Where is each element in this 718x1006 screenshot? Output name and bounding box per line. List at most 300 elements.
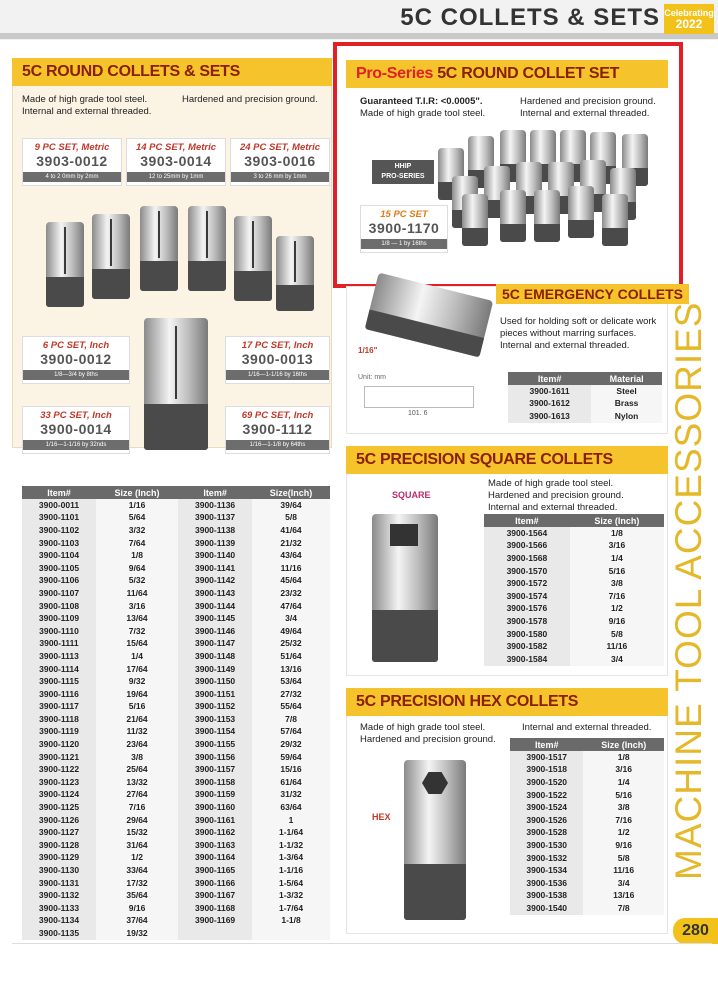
bullet-item: Guaranteed T.I.R: <0.0005". xyxy=(360,96,483,107)
table-header-row xyxy=(508,372,662,385)
table-cell: 1-1/8 xyxy=(252,915,330,928)
table-cell: 39/64 xyxy=(252,499,330,512)
table-row xyxy=(510,852,664,865)
column-header: Item# xyxy=(510,738,583,751)
table-cell: 53/64 xyxy=(252,675,330,688)
collet-image xyxy=(234,216,272,301)
table-row xyxy=(22,877,330,890)
table-cell: 3900-1104 xyxy=(22,549,96,562)
square-table xyxy=(484,514,664,666)
table-row xyxy=(510,902,664,915)
table-cell: 15/64 xyxy=(96,638,178,651)
set-title: 6 PC SET, Inch xyxy=(42,340,110,351)
bullet-item: Hardened and precision ground. xyxy=(360,734,496,745)
table-cell: 3900-1167 xyxy=(178,889,252,902)
table-cell: 3900-1163 xyxy=(178,839,252,852)
dimension-label: 101. 6 xyxy=(408,410,428,417)
set-item-number: 3900-0014 xyxy=(40,421,112,437)
table-row xyxy=(22,688,330,701)
table-cell: 3900-1123 xyxy=(22,776,96,789)
table-cell: 21/32 xyxy=(252,537,330,550)
page-number: 280 xyxy=(673,918,718,944)
table-cell: 57/64 xyxy=(252,726,330,739)
table-cell: 3900-1530 xyxy=(510,839,583,852)
table-cell: 9/16 xyxy=(96,902,178,915)
table-cell: 51/64 xyxy=(252,650,330,663)
table-cell: 3900-1570 xyxy=(484,565,570,578)
table-cell: 3900-1150 xyxy=(178,675,252,688)
bullet-item: Made of high grade tool steel. xyxy=(488,478,614,489)
table-cell: 63/64 xyxy=(252,801,330,814)
table-header-row xyxy=(484,514,664,527)
column-header: Item# xyxy=(22,486,96,499)
table-cell: 1-1/64 xyxy=(252,826,330,839)
table-cell: 37/64 xyxy=(96,915,178,928)
table-cell: 3900-1135 xyxy=(22,927,96,940)
celebrating-badge xyxy=(664,4,714,34)
set-title: 69 PC SET, Inch xyxy=(241,410,314,421)
large-collet-image xyxy=(144,318,208,450)
table-cell: 3900-1125 xyxy=(22,801,96,814)
table-cell: 5/32 xyxy=(96,575,178,588)
table-cell: 31/64 xyxy=(96,839,178,852)
table-cell: 1 xyxy=(252,814,330,827)
size-label: 1/16" xyxy=(358,346,378,355)
table-cell: 7/8 xyxy=(583,902,664,915)
table-row xyxy=(22,562,330,575)
table-row xyxy=(510,890,664,903)
table-cell: 3900-1572 xyxy=(484,577,570,590)
table-cell: 3900-1166 xyxy=(178,877,252,890)
table-row xyxy=(22,587,330,600)
table-row xyxy=(22,612,330,625)
set-item-number: 3900-1170 xyxy=(368,220,440,236)
table-row xyxy=(22,801,330,814)
square-bullets xyxy=(488,478,624,514)
table-cell: 3900-1578 xyxy=(484,615,570,628)
table-row xyxy=(22,675,330,688)
table-cell: 3900-1106 xyxy=(22,575,96,588)
table-cell: 3900-1154 xyxy=(178,726,252,739)
set-box-6pc xyxy=(22,336,130,384)
table-cell: 5/8 xyxy=(570,628,664,641)
table-cell: 3900-1146 xyxy=(178,625,252,638)
emergency-collets-title: 5C EMERGENCY COLLETS xyxy=(496,284,689,304)
table-cell: 3/4 xyxy=(252,612,330,625)
table-cell: 7/16 xyxy=(570,590,664,603)
bullet-item: Made of high grade tool steel. xyxy=(360,108,486,119)
table-row xyxy=(22,814,330,827)
table-cell: 35/64 xyxy=(96,889,178,902)
set-range: 1/8 — 1 by 16ths xyxy=(361,239,447,249)
table-row xyxy=(510,877,664,890)
table-cell: 3900-1149 xyxy=(178,663,252,676)
square-collets-title: 5C PRECISION SQUARE COLLETS xyxy=(346,446,668,474)
table-row xyxy=(22,726,330,739)
table-cell: 3900-1613 xyxy=(508,410,591,423)
table-cell: 3900-1134 xyxy=(22,915,96,928)
table-cell: 3900-1518 xyxy=(510,764,583,777)
table-row xyxy=(22,738,330,751)
hex-table xyxy=(510,738,664,915)
table-cell: 13/64 xyxy=(96,612,178,625)
square-bore xyxy=(390,524,418,546)
table-cell: 59/64 xyxy=(252,751,330,764)
table-row xyxy=(22,512,330,525)
table-header-row xyxy=(22,486,330,499)
table-cell: 9/64 xyxy=(96,562,178,575)
table-cell: 15/32 xyxy=(96,826,178,839)
set-range: 4 to 2 0mm by 2mm xyxy=(23,172,121,182)
table-row xyxy=(484,565,664,578)
table-cell: 3900-1138 xyxy=(178,524,252,537)
table-cell: 3/8 xyxy=(583,801,664,814)
side-category-text: MACHINE TOOL ACCESSORIES xyxy=(668,301,709,880)
badge-year: 2022 xyxy=(675,17,703,31)
table-cell: 3900-1139 xyxy=(178,537,252,550)
table-cell: 9/16 xyxy=(583,839,664,852)
table-cell: 3900-1116 xyxy=(22,688,96,701)
table-cell: 29/64 xyxy=(96,814,178,827)
table-cell: 3900-1120 xyxy=(22,738,96,751)
table-cell: 5/16 xyxy=(96,701,178,714)
table-cell: 3/16 xyxy=(96,600,178,613)
table-cell: 1-5/64 xyxy=(252,877,330,890)
table-cell: 3/4 xyxy=(583,877,664,890)
hex-bullets-left xyxy=(360,722,496,746)
table-cell: 41/64 xyxy=(252,524,330,537)
table-row xyxy=(22,789,330,802)
table-cell: 3900-1137 xyxy=(178,512,252,525)
hex-collet-image xyxy=(404,760,466,920)
table-cell: 5/8 xyxy=(583,852,664,865)
table-cell: 3900-1142 xyxy=(178,575,252,588)
hex-bullets-right xyxy=(522,722,651,734)
unit-label: Unit: mm xyxy=(358,374,386,381)
emergency-table xyxy=(508,372,662,423)
table-cell: 3900-1152 xyxy=(178,701,252,714)
table-cell: 49/64 xyxy=(252,625,330,638)
emergency-bullets xyxy=(500,316,660,352)
header-band xyxy=(0,33,718,39)
table-cell: 1/4 xyxy=(570,552,664,565)
table-cell: 3900-1129 xyxy=(22,852,96,865)
table-cell: 3900-1145 xyxy=(178,612,252,625)
table-row xyxy=(508,398,662,411)
table-row xyxy=(510,827,664,840)
table-cell: 11/16 xyxy=(583,864,664,877)
set-item-number: 3900-0013 xyxy=(241,351,314,367)
table-row xyxy=(22,915,330,928)
set-range: 12 to 25mm by 1mm xyxy=(127,172,225,182)
table-row xyxy=(22,549,330,562)
table-row xyxy=(22,826,330,839)
table-cell: 3900-1107 xyxy=(22,587,96,600)
set-box-69pc xyxy=(225,406,330,454)
set-box-9pc xyxy=(22,138,122,186)
table-row xyxy=(22,902,330,915)
column-header: Material xyxy=(591,372,662,385)
bullet-item: Hardened and precision ground. xyxy=(182,94,318,105)
logo-brand: HHIP xyxy=(394,163,412,170)
table-row xyxy=(484,540,664,553)
table-row xyxy=(510,776,664,789)
table-cell: 3900-1156 xyxy=(178,751,252,764)
set-range: 1/16—1-1/16 by 16ths xyxy=(226,370,329,380)
table-cell: 3900-1568 xyxy=(484,552,570,565)
table-cell: 17/32 xyxy=(96,877,178,890)
table-cell: 45/64 xyxy=(252,575,330,588)
table-cell: 3900-1566 xyxy=(484,540,570,553)
table-cell: 3900-1114 xyxy=(22,663,96,676)
table-cell xyxy=(252,927,330,940)
table-row xyxy=(22,927,330,940)
table-row xyxy=(510,814,664,827)
table-cell: 3900-1155 xyxy=(178,738,252,751)
collet-image xyxy=(276,236,314,311)
table-cell: 3900-1131 xyxy=(22,877,96,890)
table-cell: 3/16 xyxy=(583,764,664,777)
round-collets-table xyxy=(22,486,330,940)
table-cell: 19/64 xyxy=(96,688,178,701)
table-cell: 25/64 xyxy=(96,763,178,776)
table-cell: 3900-1580 xyxy=(484,628,570,641)
set-item-number: 3900-1112 xyxy=(242,421,313,437)
set-title: 33 PC SET, Inch xyxy=(40,410,112,421)
collet-image xyxy=(140,206,178,291)
table-cell: 11/32 xyxy=(96,726,178,739)
table-cell: 3900-1102 xyxy=(22,524,96,537)
table-cell: 27/64 xyxy=(96,789,178,802)
table-cell: 3900-1117 xyxy=(22,701,96,714)
set-range: 3 to 26 mm by 1mm xyxy=(231,172,329,182)
table-cell: 31/32 xyxy=(252,789,330,802)
table-cell: 33/64 xyxy=(96,864,178,877)
bullet-item: Hardened and precision ground. xyxy=(520,96,656,107)
page-title: 5C COLLETS & SETS xyxy=(400,4,660,31)
table-cell: 3900-1121 xyxy=(22,751,96,764)
collet-drawing xyxy=(364,386,474,408)
collet-image xyxy=(92,214,130,299)
bullet-item: Made of high grade tool steel. xyxy=(360,722,486,733)
bullet-item: Internal and external threaded. xyxy=(488,502,618,513)
table-row xyxy=(22,650,330,663)
table-cell: 3900-1584 xyxy=(484,653,570,666)
table-cell: 3900-1144 xyxy=(178,600,252,613)
collet-image xyxy=(46,222,84,307)
column-header: Item# xyxy=(484,514,570,527)
table-cell: 3900-1612 xyxy=(508,398,591,411)
set-title: 15 PC SET xyxy=(380,209,428,220)
bullet-item: Internal and external threaded. xyxy=(520,108,650,119)
table-row xyxy=(484,527,664,540)
badge-caption: Celebrating xyxy=(664,8,714,18)
column-header: Size (Inch) xyxy=(583,738,664,751)
table-row xyxy=(22,839,330,852)
table-cell: 3900-1133 xyxy=(22,902,96,915)
table-row xyxy=(22,663,330,676)
table-row xyxy=(22,524,330,537)
table-row xyxy=(22,537,330,550)
table-row xyxy=(510,839,664,852)
table-cell: 1/4 xyxy=(96,650,178,663)
table-cell: 3900-1564 xyxy=(484,527,570,540)
set-title: 9 PC SET, Metric xyxy=(34,142,110,153)
table-cell: 1/4 xyxy=(583,776,664,789)
column-header: Item# xyxy=(508,372,591,385)
table-row xyxy=(484,590,664,603)
table-cell: 19/32 xyxy=(96,927,178,940)
table-row xyxy=(22,751,330,764)
bullet-item: Hardened and precision ground. xyxy=(488,490,624,501)
table-cell: 3900-1122 xyxy=(22,763,96,776)
table-cell: 3900-1113 xyxy=(22,650,96,663)
table-cell: 3900-1157 xyxy=(178,763,252,776)
table-cell: 5/8 xyxy=(252,512,330,525)
highlight-frame xyxy=(333,42,683,288)
logo-subtitle: PRO-SERIES xyxy=(381,173,425,180)
table-row xyxy=(22,864,330,877)
table-cell: 3900-1151 xyxy=(178,688,252,701)
table-cell: 3900-1140 xyxy=(178,549,252,562)
table-cell: 55/64 xyxy=(252,701,330,714)
table-cell: 13/32 xyxy=(96,776,178,789)
table-cell: 3/8 xyxy=(570,577,664,590)
table-cell: 13/16 xyxy=(252,663,330,676)
pro-series-title-rest: 5C ROUND COLLET SET xyxy=(433,65,620,82)
table-cell: 17/64 xyxy=(96,663,178,676)
table-cell: 5/16 xyxy=(583,789,664,802)
table-cell: 3900-1161 xyxy=(178,814,252,827)
table-cell: 3900-1132 xyxy=(22,889,96,902)
table-cell: 1/8 xyxy=(583,751,664,764)
table-cell: 3900-1148 xyxy=(178,650,252,663)
table-cell: 3/16 xyxy=(570,540,664,553)
table-cell: 3900-1110 xyxy=(22,625,96,638)
table-cell: 3900-1165 xyxy=(178,864,252,877)
table-cell: 9/32 xyxy=(96,675,178,688)
set-range: 1/8—3/4 by 8ths xyxy=(23,370,129,380)
table-cell: 3900-1136 xyxy=(178,499,252,512)
square-collet-image xyxy=(372,514,438,662)
table-cell: 1/8 xyxy=(570,527,664,540)
table-cell: 7/16 xyxy=(96,801,178,814)
column-header: Size (Inch) xyxy=(96,486,178,499)
table-cell: 3900-1118 xyxy=(22,713,96,726)
bullet-item: Internal and external threaded. xyxy=(500,340,630,351)
table-cell: 43/64 xyxy=(252,549,330,562)
table-cell: 7/32 xyxy=(96,625,178,638)
table-cell: 3900-1108 xyxy=(22,600,96,613)
table-cell: 3900-1168 xyxy=(178,902,252,915)
table-row xyxy=(484,552,664,565)
table-cell: 3900-1147 xyxy=(178,638,252,651)
table-cell: 7/64 xyxy=(96,537,178,550)
pro-series-label: Pro-Series xyxy=(356,65,434,82)
table-cell: 3900-1517 xyxy=(510,751,583,764)
table-row xyxy=(508,410,662,423)
table-cell: 3900-0011 xyxy=(22,499,96,512)
set-title: 24 PC SET, Metric xyxy=(239,142,321,153)
table-cell: 3900-1520 xyxy=(510,776,583,789)
set-box-33pc xyxy=(22,406,130,454)
column-header: Size(Inch) xyxy=(252,486,330,499)
table-row xyxy=(22,575,330,588)
table-row xyxy=(484,577,664,590)
table-row xyxy=(22,600,330,613)
table-cell: 3/8 xyxy=(96,751,178,764)
table-cell: 3900-1528 xyxy=(510,827,583,840)
table-cell: Nylon xyxy=(591,410,662,423)
table-cell: 3900-1164 xyxy=(178,852,252,865)
table-row xyxy=(510,751,664,764)
table-cell: 3900-1101 xyxy=(22,512,96,525)
table-cell: 3900-1103 xyxy=(22,537,96,550)
set-item-number: 3903-0014 xyxy=(140,153,212,169)
table-cell: 11/16 xyxy=(570,640,664,653)
set-title: 14 PC SET, Metric xyxy=(135,142,217,153)
hex-collets-title: 5C PRECISION HEX COLLETS xyxy=(346,688,668,716)
table-cell: 3900-1522 xyxy=(510,789,583,802)
table-cell: 3900-1524 xyxy=(510,801,583,814)
table-cell: 3900-1141 xyxy=(178,562,252,575)
table-row xyxy=(510,864,664,877)
table-row xyxy=(22,499,330,512)
table-cell: 3900-1115 xyxy=(22,675,96,688)
table-row xyxy=(510,764,664,777)
table-row xyxy=(484,603,664,616)
table-cell: 3900-1574 xyxy=(484,590,570,603)
table-row xyxy=(22,713,330,726)
collet-image xyxy=(188,206,226,291)
table-cell: 3900-1105 xyxy=(22,562,96,575)
square-label: SQUARE xyxy=(392,490,431,500)
table-cell: 23/32 xyxy=(252,587,330,600)
table-cell: 3900-1532 xyxy=(510,852,583,865)
set-box-17pc xyxy=(225,336,330,384)
table-cell: 1-3/32 xyxy=(252,889,330,902)
table-cell: 3900-1124 xyxy=(22,789,96,802)
table-cell: 7/8 xyxy=(252,713,330,726)
table-row xyxy=(22,638,330,651)
table-cell: 1/8 xyxy=(96,549,178,562)
table-cell: 1/2 xyxy=(570,603,664,616)
set-range: 1/16—1-1/16 by 32nds xyxy=(23,440,129,450)
table-cell: 3900-1162 xyxy=(178,826,252,839)
table-cell: 1-1/32 xyxy=(252,839,330,852)
table-cell: 3900-1128 xyxy=(22,839,96,852)
set-item-number: 3903-0012 xyxy=(36,153,108,169)
table-cell: 3900-1158 xyxy=(178,776,252,789)
table-cell: 47/64 xyxy=(252,600,330,613)
table-row xyxy=(510,789,664,802)
table-header-row xyxy=(510,738,664,751)
bottom-divider xyxy=(12,943,712,944)
hex-bore xyxy=(422,772,448,794)
table-cell: 7/16 xyxy=(583,814,664,827)
table-cell: 1-3/64 xyxy=(252,852,330,865)
table-cell: 3/32 xyxy=(96,524,178,537)
table-cell: 5/64 xyxy=(96,512,178,525)
set-box-24pc xyxy=(230,138,330,186)
table-row xyxy=(484,640,664,653)
table-cell: 3900-1540 xyxy=(510,902,583,915)
table-cell: 13/16 xyxy=(583,890,664,903)
table-cell: 3900-1169 xyxy=(178,915,252,928)
round-bullets-right xyxy=(182,94,318,106)
table-row xyxy=(22,701,330,714)
round-collets-title: 5C ROUND COLLETS & SETS xyxy=(12,58,332,86)
